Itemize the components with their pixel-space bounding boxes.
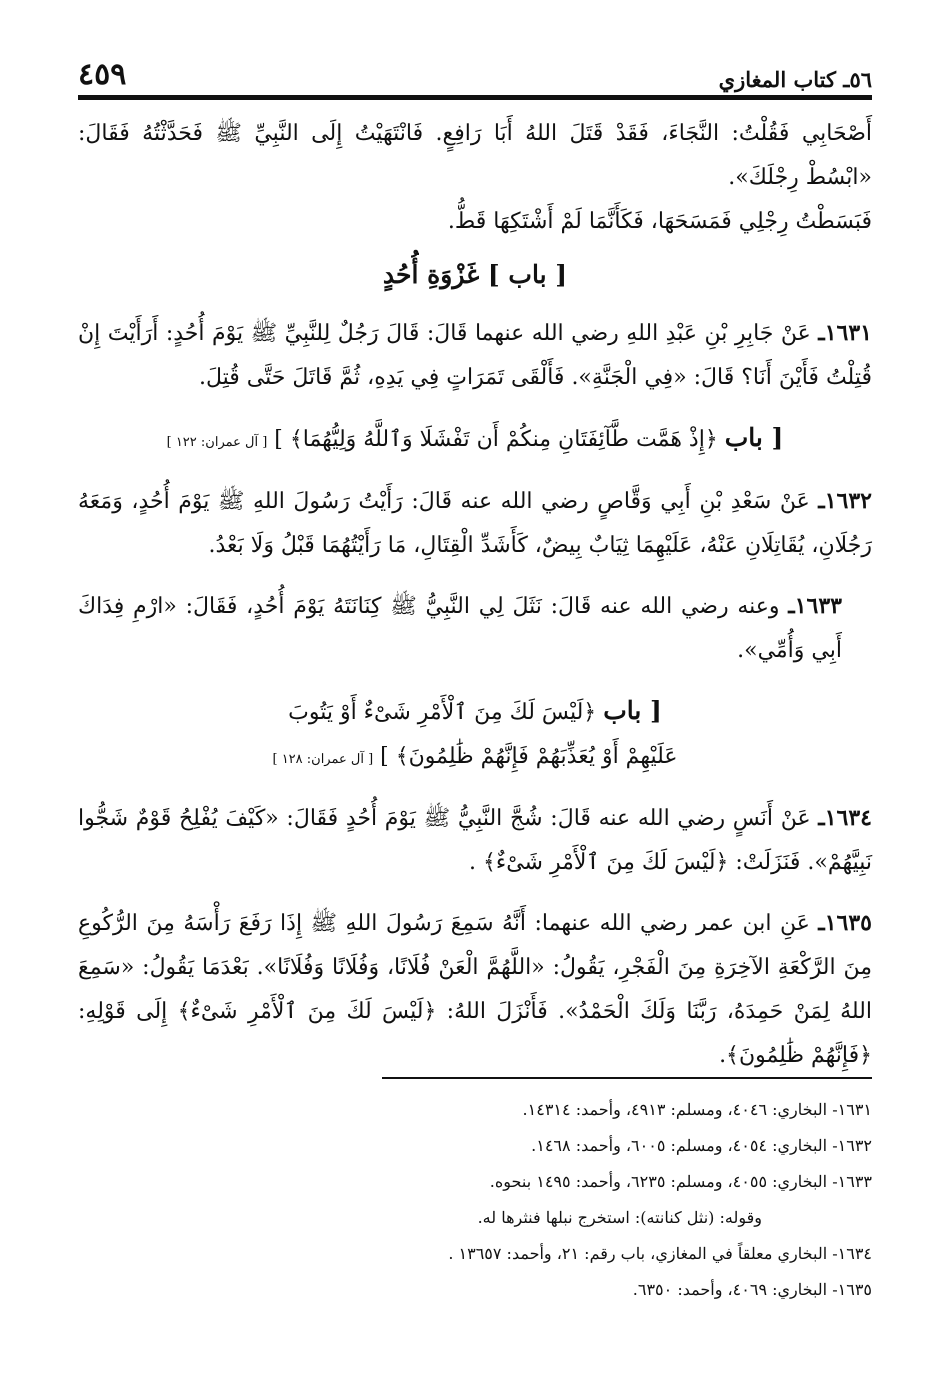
page-number: ٤٥٩ — [78, 57, 127, 92]
hadith-number: ١٦٣٤ـ — [818, 805, 872, 831]
hadith-number: ١٦٣٢ـ — [818, 488, 872, 514]
hadith-1635 — [78, 901, 872, 1078]
footnote-1632: ١٦٣٢- البخاري: ٤٠٥٤، ومسلم: ٦٠٠٥، وأحمد: ١٤٦٨. — [531, 1136, 872, 1155]
page-header — [78, 52, 872, 92]
footnote-rule — [382, 1077, 872, 1079]
intro-line-1: أَصْحَابِي فَقُلْتُ: النَّجَاءَ، فَقَدْ قَتَلَ اللهُ أَبَا رَافِعٍ. فَانْتَهَيْتُ إِلَى النَّبِيِّ ﷺ فَحَدَّثْتُهُ فَقَالَ: «ابْسُطْ رِجْلَكَ». — [78, 121, 872, 190]
hadith-number: ١٦٣١ـ — [818, 320, 872, 346]
hadith-1633 — [78, 584, 872, 673]
footnote-1635: ١٦٣٥- البخاري: ٤٠٦٩، وأحمد: ٦٣٥٠. — [632, 1280, 872, 1299]
bab-heading-2 — [78, 689, 872, 782]
hadith-number: ١٦٣٥ـ — [818, 910, 872, 936]
header-rule — [78, 95, 872, 100]
bab-label: [ باب — [603, 696, 662, 725]
hadith-text: وعنه رضي الله عنه قَالَ: نَثَلَ لِي النَّبِيُّ ﷺ كِنَانَتَهُ يَوْمَ أُحُدٍ، فَقَالَ: «ارْمِ فِدَاكَ أَبِي وَأُمِّي». — [78, 594, 842, 663]
hadith-text: عَنْ جَابِرِ بْنِ عَبْدِ اللهِ رضي الله عنهما قَالَ: قَالَ رَجُلٌ لِلنَّبِيِّ ﷺ يَوْمَ أُحُدٍ: أَرَأَيْتَ إِنْ قُتِلْتُ فَأَيْنَ أَنَا؟ قَالَ: «فِي الْجَنَّةِ». فَأَلْقَى تَمَرَاتٍ فِي يَدِهِ، ثُمَّ قَاتَلَ حَتَّى قُتِلَ. — [78, 321, 872, 390]
hadith-text: عَنِ ابن عمر رضي الله عنهما: أَنَّهُ سَمِعَ رَسُولَ اللهِ ﷺ إِذَا رَفَعَ رَأْسَهُ مِنَ الرُّكُوعِ مِنَ الرَّكْعَةِ الآخِرَةِ مِنَ الْفَجْرِ، يَقُولُ: «اللَّهُمَّ الْعَنْ فُلَانًا، وَفُلَانًا وَفُلَانًا». بَعْدَمَا يَقُولُ: «سَمِعَ اللهُ لِمَنْ حَمِدَهُ، رَبَّنَا وَلَكَ الْحَمْدُ». فَأَنْزَلَ اللهُ: ﴿لَيْسَ لَكَ مِنَ ٱلْأَمْرِ شَىْءٌ﴾ إِلَى قَوْلِهِ: ﴿فَإِنَّهُمْ ظَٰلِمُونَ﴾. — [78, 911, 872, 1068]
intro-paragraph — [78, 112, 872, 244]
quran-verse: ﴿إِذْ هَمَّت طَّآئِفَتَانِ مِنكُمْ أَن تَفْشَلَا وَٱللَّهُ وَلِيُّهُمَا﴾ ] — [274, 427, 718, 452]
hadith-text: عَنْ أَنَسٍ رضي الله عنه قَالَ: شُجَّ النَّبِيُّ ﷺ يَوْمَ أُحُدٍ فَقَالَ: «كَيْفَ يُفْلِحُ قَوْمٌ شَجُّوا نَبِيَّهُمْ». فَنَزَلَتْ: ﴿لَيْسَ لَكَ مِنَ ٱلْأَمْرِ شَىْءٌ﴾ . — [78, 806, 872, 875]
hadith-number: ١٦٣٣ـ — [788, 593, 842, 619]
bab-label: [ باب — [724, 423, 784, 452]
hadith-1634 — [78, 796, 872, 885]
running-head: ٥٦ـ كتاب المغازي — [718, 67, 872, 92]
hadith-text: عَنْ سَعْدِ بْنِ أَبِي وَقَّاصٍ رضي الله عنه قَالَ: رَأَيْتُ رَسُولَ اللهِ ﷺ يَوْمَ أُحُدٍ، وَمَعَهُ رَجُلَانِ، يُقَاتِلَانِ عَنْهُ، عَلَيْهِمَا ثِيَابٌ بِيضٌ، كَأَشَدِّ الْقِتَالِ، مَا رَأَيْتُهُمَا قَبْلُ وَلَا بَعْدُ. — [78, 489, 872, 558]
hadith-1631 — [78, 311, 872, 400]
footnote-1633: ١٦٣٣- البخاري: ٤٠٥٥، ومسلم: ٦٢٣٥، وأحمد: ١٤٩٥ بنحوه. — [489, 1172, 872, 1191]
hadith-1632 — [78, 479, 872, 568]
main-text — [78, 112, 872, 1094]
footnotes — [78, 1092, 872, 1308]
bab-heading-1 — [78, 416, 872, 465]
verse-reference: [ آل عمران: ١٢٨ ] — [272, 752, 374, 767]
quran-verse-line-1: ﴿لَيْسَ لَكَ مِنَ ٱلْأَمْرِ شَىْءٌ أَوْ يَتُوبَ — [288, 700, 597, 725]
footnote-1631: ١٦٣١- البخاري: ٤٠٤٦، ومسلم: ٤٩١٣، وأحمد: ١٤٣١٤. — [522, 1100, 872, 1119]
footnote-1634: ١٦٣٤- البخاري معلقاً في المغازي، باب رقم: ٢١، وأحمد: ١٣٦٥٧ . — [448, 1244, 872, 1263]
verse-reference: [ آل عمران: ١٢٢ ] — [166, 435, 268, 450]
chapter-heading: [ باب ] غَزْوَةِ أُحُدٍ — [382, 260, 568, 289]
intro-line-2: فَبَسَطْتُ رِجْلِي فَمَسَحَهَا، فَكَأَنَّمَا لَمْ أَشْتَكِهَا قَطُّ. — [447, 209, 872, 234]
footnote-1633-note: وقوله: (نثل كنانته): استخرج نبلها فنثرها له. — [477, 1208, 762, 1227]
quran-verse-line-2: عَلَيْهِمْ أَوْ يُعَذِّبَهُمْ فَإِنَّهُمْ ظَٰلِمُونَ﴾ ] — [380, 744, 678, 769]
